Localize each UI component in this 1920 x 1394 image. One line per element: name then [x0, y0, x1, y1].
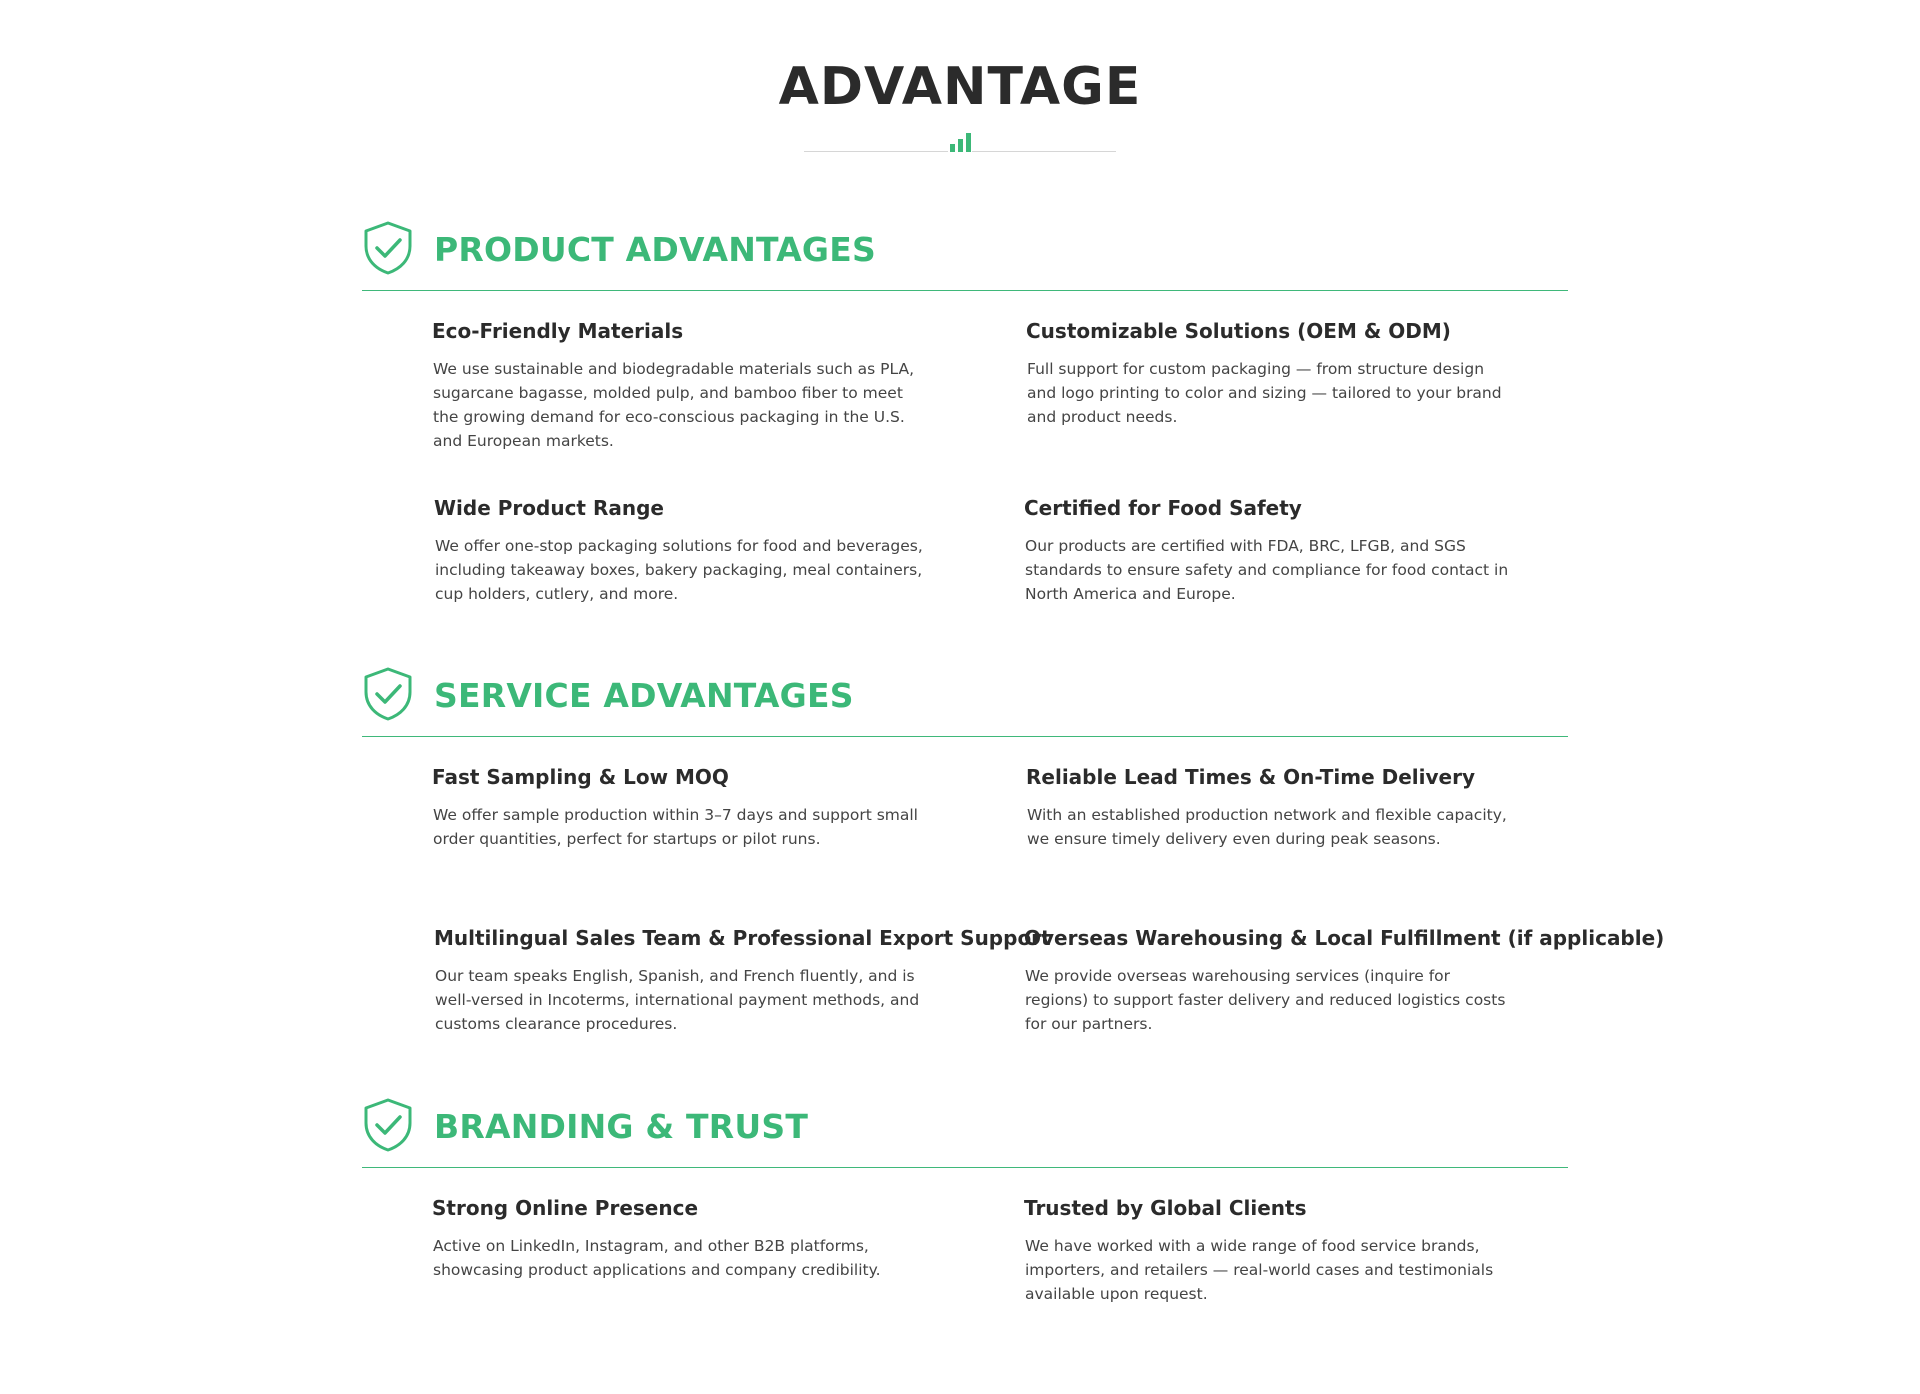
section-header — [362, 1097, 1568, 1168]
item-title: Trusted by Global Clients — [1024, 1196, 1307, 1220]
item-description: We offer one-stop packaging solutions for food and beverages, including takeaway boxes, bakery packaging, meal containers, cup holders, cutlery, and more. — [435, 537, 923, 603]
item-title: Strong Online Presence — [432, 1196, 699, 1220]
advantage-item — [1024, 1194, 1544, 1306]
shield-check-icon — [362, 220, 414, 276]
item-description: Full support for custom packaging — from structure design and logo printing to color and sizing — tailored to your brand and product needs. — [1027, 360, 1502, 426]
title-underline — [804, 127, 1116, 157]
advantage-item — [432, 1194, 952, 1282]
divider-left — [804, 151, 948, 152]
section-service-advantages — [362, 666, 1665, 1066]
item-title: Certified for Food Safety — [1024, 496, 1302, 520]
item-title: Multilingual Sales Team & Professional Export Support — [434, 926, 1051, 950]
item-title: Wide Product Range — [434, 496, 664, 520]
item-title: Overseas Warehousing & Local Fulfillment (if applicable) — [1024, 926, 1665, 950]
item-description: Our team speaks English, Spanish, and French fluently, and is well-versed in Incoterms, international payment methods, and customs clearance procedures. — [435, 967, 920, 1033]
page-header — [0, 55, 1920, 157]
item-title: Eco-Friendly Materials — [432, 319, 684, 343]
item-description: With an established production network and flexible capacity, we ensure timely delivery even during peak seasons. — [1027, 806, 1507, 848]
bar-chart-icon — [949, 131, 973, 152]
advantage-item — [1026, 317, 1546, 429]
advantage-item — [1024, 924, 1665, 1036]
item-title: Reliable Lead Times & On-Time Delivery — [1026, 765, 1475, 789]
item-title: Customizable Solutions (OEM & ODM) — [1026, 319, 1451, 343]
item-title: Fast Sampling & Low MOQ — [432, 765, 729, 789]
advantage-item — [432, 317, 952, 453]
item-description: We have worked with a wide range of food service brands, importers, and retailers — real-world cases and testimonials available upon request. — [1025, 1237, 1494, 1303]
section-product-advantages — [362, 220, 1568, 620]
section-title: SERVICE ADVANTAGES — [434, 676, 854, 715]
item-description: We use sustainable and biodegradable materials such as PLA, sugarcane bagasse, molded pulp, and bamboo fiber to meet the growing demand for eco-conscious packaging in the U.S. and European markets. — [433, 360, 915, 450]
advantage-item — [1024, 494, 1544, 606]
section-header — [362, 666, 1568, 737]
section-branding-trust — [362, 1097, 1568, 1347]
shield-check-icon — [362, 1097, 414, 1153]
shield-check-icon — [362, 666, 414, 722]
section-title: BRANDING & TRUST — [434, 1107, 809, 1146]
item-description: Our products are certified with FDA, BRC, LFGB, and SGS standards to ensure safety and compliance for food contact in North America and Europe. — [1025, 537, 1509, 603]
section-title: PRODUCT ADVANTAGES — [434, 230, 876, 269]
item-description: We offer sample production within 3–7 days and support small order quantities, perfect for startups or pilot runs. — [433, 806, 918, 848]
item-description: Active on LinkedIn, Instagram, and other B2B platforms, showcasing product applications and company credibility. — [433, 1237, 881, 1279]
advantage-item — [432, 763, 952, 851]
advantage-item — [434, 494, 954, 606]
advantage-item — [1026, 763, 1546, 851]
divider-right — [972, 151, 1116, 152]
item-description: We provide overseas warehousing services (inquire for regions) to support faster delivery and reduced logistics costs for our partners. — [1025, 967, 1506, 1033]
section-header — [362, 220, 1568, 291]
advantage-item — [434, 924, 1051, 1036]
page-title: ADVANTAGE — [778, 57, 1142, 117]
